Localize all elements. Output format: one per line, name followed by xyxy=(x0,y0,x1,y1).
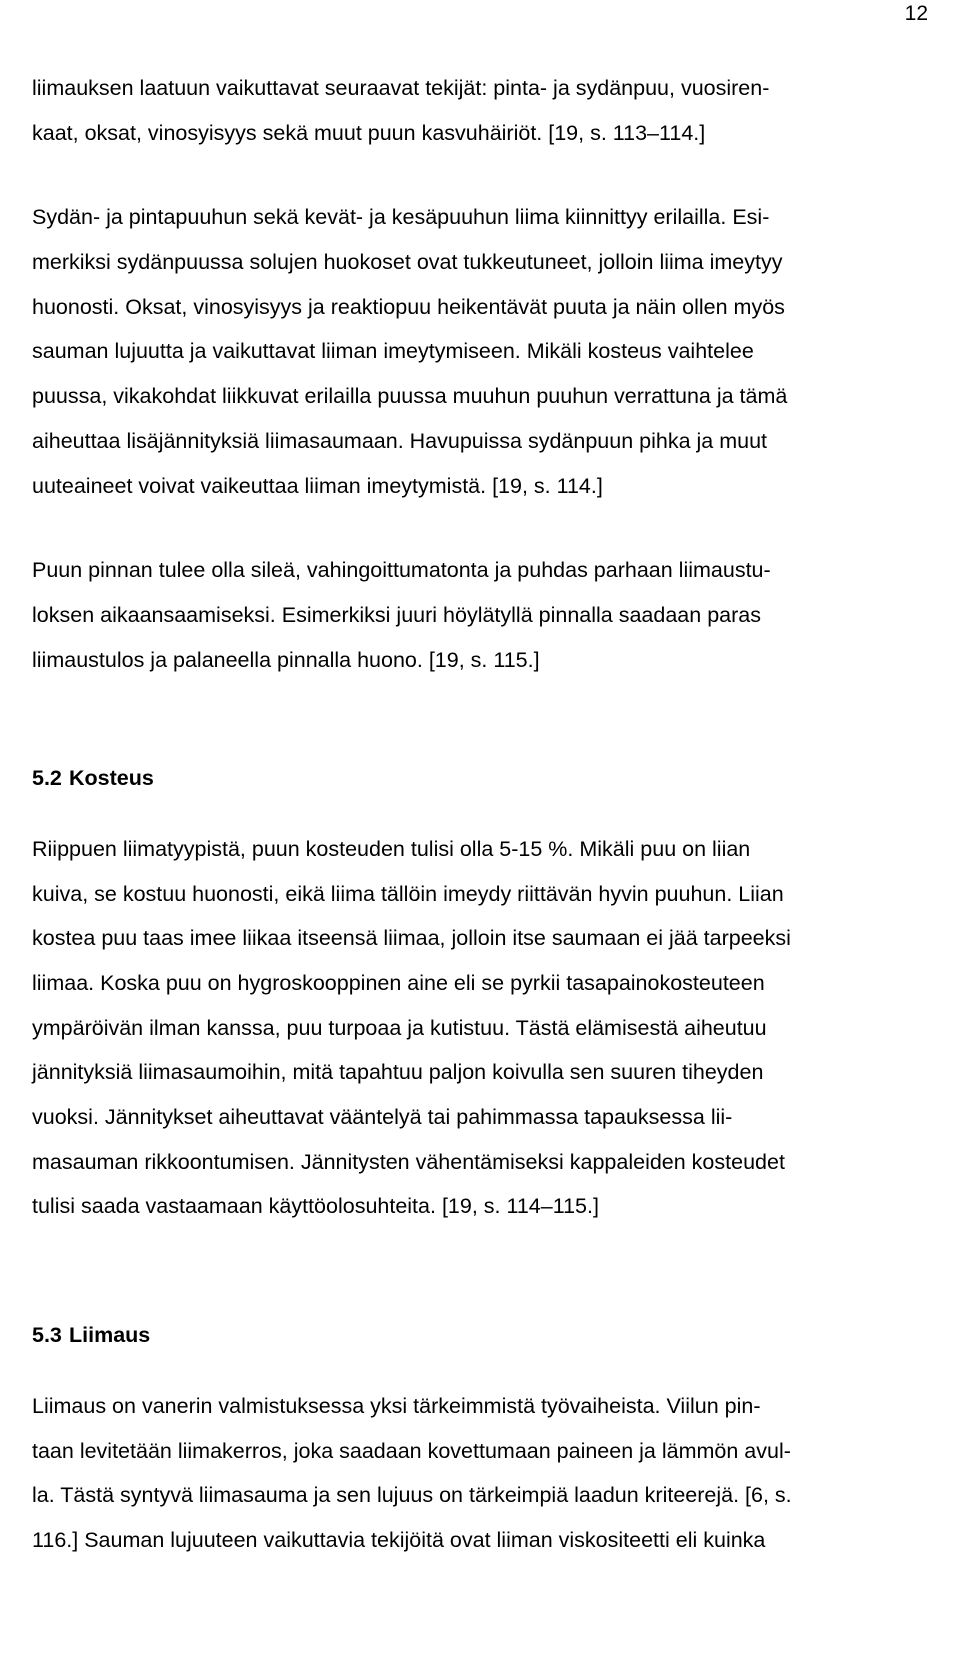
text-line: uuteaineet voivat vaikeuttaa liiman imeytymistä. [19, s. 114.] xyxy=(32,473,603,498)
text-line: liimaustulos ja palaneella pinnalla huono. [19, s. 115.] xyxy=(32,647,540,672)
text-line: kuiva, se kostuu huonosti, eikä liima tällöin imeydy riittävän hyvin puuhun. Liian xyxy=(32,881,784,906)
text-line: huonosti. Oksat, vinosyisyys ja reaktiopuu heikentävät puuta ja näin ollen myös xyxy=(32,294,785,319)
text-line: tulisi saada vastaamaan käyttöolosuhteita. [19, s. 114–115.] xyxy=(32,1194,599,1219)
paragraph xyxy=(32,66,930,155)
text-line: la. Tästä syntyvä liimasauma ja sen lujuus on tärkeimpiä laadun kriteerejä. [6, s. xyxy=(32,1483,792,1508)
text-line: liimauksen laatuun vaikuttavat seuraavat tekijät: pinta- ja sydänpuu, vuosiren- xyxy=(32,76,770,100)
document-body xyxy=(32,66,930,1563)
paragraph xyxy=(32,548,930,682)
paragraph xyxy=(32,827,930,1229)
text-line: loksen aikaansaamiseksi. Esimerkiksi juuri höylätyllä pinnalla saadaan paras xyxy=(32,602,761,627)
section-heading xyxy=(32,756,930,801)
section-title: Kosteus xyxy=(69,766,154,791)
text-line: taan levitetään liimakerros, joka saadaan kovettumaan paineen ja lämmön avul- xyxy=(32,1438,791,1463)
paragraph xyxy=(32,195,930,508)
text-line: Puun pinnan tulee olla sileä, vahingoittumatonta ja puhdas parhaan liimaustu- xyxy=(32,558,771,583)
text-line: ympäröivän ilman kanssa, puu turpoaa ja kutistuu. Tästä elämisestä aiheutuu xyxy=(32,1015,767,1040)
section-heading xyxy=(32,1313,930,1358)
text-line: masauman rikkoontumisen. Jännitysten vähentämiseksi kappaleiden kosteudet xyxy=(32,1149,785,1174)
section-title: Liimaus xyxy=(69,1323,151,1348)
text-line: 116.] Sauman lujuuteen vaikuttavia tekijöitä ovat liiman viskositeetti eli kuinka xyxy=(32,1527,766,1552)
section-number: 5.2 xyxy=(32,766,62,791)
text-line: Liimaus on vanerin valmistuksessa yksi tärkeimmistä työvaiheista. Viilun pin- xyxy=(32,1393,761,1418)
text-line: puussa, vikakohdat liikkuvat erilailla puussa muuhun puuhun verrattuna ja tämä xyxy=(32,384,788,409)
text-line: vuoksi. Jännitykset aiheuttavat vääntelyä tai pahimmassa tapauksessa lii- xyxy=(32,1105,733,1130)
text-line: merkiksi sydänpuussa solujen huokoset ovat tukkeutuneet, jolloin liima imeytyy xyxy=(32,250,783,275)
text-line: sauman lujuutta ja vaikuttavat liiman imeytymiseen. Mikäli kosteus vaihtelee xyxy=(32,339,754,364)
text-line: Riippuen liimatyypistä, puun kosteuden tulisi olla 5-15 %. Mikäli puu on liian xyxy=(32,836,751,861)
text-line: kaat, oksat, vinosyisyys sekä muut puun kasvuhäiriöt. [19, s. 113–114.] xyxy=(32,120,706,145)
section-number: 5.3 xyxy=(32,1323,62,1348)
text-line: liimaa. Koska puu on hygroskooppinen aine eli se pyrkii tasapainokosteuteen xyxy=(32,971,765,995)
page-number: 12 xyxy=(904,2,928,25)
text-line: kostea puu taas imee liikaa itseensä liimaa, jolloin itse saumaan ei jää tarpeeksi xyxy=(32,926,791,951)
text-line: jännityksiä liimasaumoihin, mitä tapahtuu paljon koivulla sen suuren tiheyden xyxy=(32,1060,764,1085)
text-line: Sydän- ja pintapuuhun sekä kevät- ja kesäpuuhun liima kiinnittyy erilailla. Esi- xyxy=(32,205,770,230)
paragraph xyxy=(32,1384,930,1563)
text-line: aiheuttaa lisäjännityksiä liimasaumaan. Havupuissa sydänpuun pihka ja muut xyxy=(32,428,768,453)
